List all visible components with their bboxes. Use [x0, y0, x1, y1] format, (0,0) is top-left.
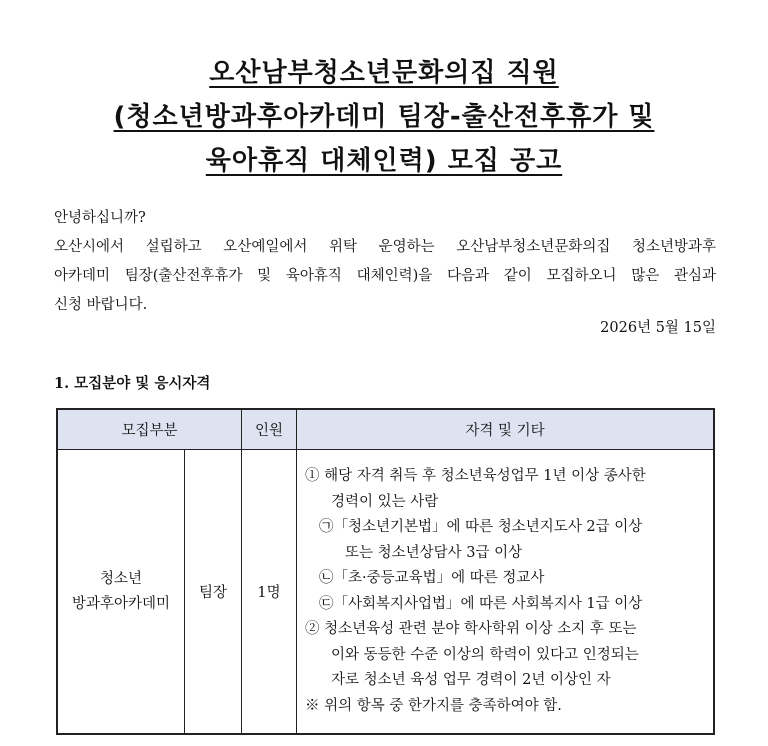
table-header-row [57, 409, 714, 450]
intro-line-2: 아카데미 팀장(출산전후휴가 및 육아휴직 대체인력)을 다음과 같이 모집하오니 많은 관심과 [54, 268, 716, 284]
qualification-subitem-c: ㉢「사회복지사업법」에 따른 사회복지사 1급 이상 [319, 595, 643, 612]
count-cell: 1명 [242, 450, 297, 735]
qualification-subitem-b: ㉡「초·중등교육법」에 따른 정교사 [319, 570, 545, 586]
intro-line-1: 오산시에서 설립하고 오산예일에서 위탁 운영하는 오산남부청소년문화의집 청소년방과후 [54, 239, 716, 255]
title-line-2: (청소년방과후아카데미 팀장-출산전후휴가 및 [113, 102, 655, 132]
recruitment-table [56, 408, 715, 735]
table-row [57, 450, 714, 735]
position-cell: 팀장 [185, 450, 242, 735]
title-line-3: 육아휴직 대체인력) 모집 공고 [205, 146, 563, 176]
announcement-date: 2026년 5월 15일 [600, 320, 716, 336]
intro-line-3: 신청 바랍니다. [54, 297, 148, 313]
qualifications-cell [297, 450, 715, 735]
qualification-note: ※ 위의 항목 중 한가지를 충족하여야 함. [305, 697, 562, 714]
qualification-subitem-a-cont: 또는 청소년상담사 3급 이상 [345, 544, 523, 561]
category-cell [57, 450, 185, 735]
greeting: 안녕하십니까? [54, 210, 146, 226]
section-heading: 1. 모집분야 및 응시자격 [54, 375, 211, 392]
title-line-1: 오산남부청소년문화의집 직원 [209, 58, 559, 88]
category-line-2: 방과후아카데미 [71, 595, 171, 612]
header-category: 모집부분 [57, 409, 242, 450]
header-count: 인원 [242, 409, 297, 450]
qualification-item-2: ② 청소년육성 관련 분야 학사학위 이상 소지 후 또는 [305, 621, 637, 637]
qualification-item-1: ① 해당 자격 취득 후 청소년육성업무 1년 이상 종사한 [305, 468, 646, 484]
qualification-item-2-cont-2: 자로 청소년 육성 업무 경력이 2년 이상인 자 [331, 672, 611, 688]
qualification-item-2-cont-1: 이와 동등한 수준 이상의 학력이 있다고 인정되는 [331, 646, 639, 663]
qualification-item-1-cont: 경력이 있는 사람 [331, 493, 439, 510]
qualification-subitem-a: ㉠「청소년기본법」에 따른 청소년지도사 2급 이상 [319, 519, 643, 535]
header-qualifications: 자격 및 기타 [297, 409, 715, 450]
category-line-1: 청소년 [99, 570, 143, 587]
